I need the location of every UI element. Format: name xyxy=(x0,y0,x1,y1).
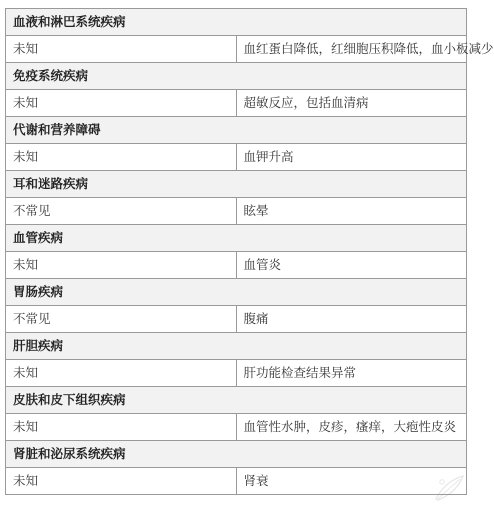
frequency-cell: 不常见 xyxy=(6,198,237,225)
table-row xyxy=(6,198,467,225)
frequency-cell: 未知 xyxy=(6,414,237,441)
category-name: 血管疾病 xyxy=(6,225,467,252)
category-row xyxy=(6,441,467,468)
category-name: 肾脏和泌尿系统疾病 xyxy=(6,441,467,468)
frequency-cell: 未知 xyxy=(6,90,237,117)
effect-cell: 血钾升高 xyxy=(236,144,467,171)
category-row xyxy=(6,117,467,144)
frequency-cell: 未知 xyxy=(6,252,237,279)
frequency-cell: 未知 xyxy=(6,36,237,63)
table-row xyxy=(6,36,467,63)
effect-cell: 腹痛 xyxy=(236,306,467,333)
adverse-reactions-table-container xyxy=(5,8,494,495)
category-name: 耳和迷路疾病 xyxy=(6,171,467,198)
effect-cell: 血管炎 xyxy=(236,252,467,279)
category-name: 胃肠疾病 xyxy=(6,279,467,306)
table-row xyxy=(6,414,467,441)
frequency-cell: 未知 xyxy=(6,144,237,171)
table-row xyxy=(6,144,467,171)
frequency-cell: 不常见 xyxy=(6,306,237,333)
category-row xyxy=(6,171,467,198)
adverse-reactions-table xyxy=(5,8,494,495)
category-row xyxy=(6,9,467,36)
category-row xyxy=(6,63,467,90)
category-row xyxy=(6,333,467,360)
category-row xyxy=(6,225,467,252)
effect-cell: 超敏反应，包括血清病 xyxy=(236,90,467,117)
effect-cell: 血管性水肿，皮疹，瘙痒，大疱性皮炎 xyxy=(236,414,467,441)
effect-cell: 肾衰 xyxy=(236,468,467,495)
frequency-cell: 未知 xyxy=(6,468,237,495)
table-row xyxy=(6,90,467,117)
table-row xyxy=(6,360,467,387)
frequency-cell: 未知 xyxy=(6,360,237,387)
category-name: 免疫系统疾病 xyxy=(6,63,467,90)
effect-cell: 眩晕 xyxy=(236,198,467,225)
table-row xyxy=(6,252,467,279)
effect-cell: 血红蛋白降低，红细胞压积降低，血小板减少 xyxy=(236,36,467,63)
effect-cell: 肝功能检查结果异常 xyxy=(236,360,467,387)
category-name: 血液和淋巴系统疾病 xyxy=(6,9,467,36)
table-row xyxy=(6,306,467,333)
category-row xyxy=(6,387,467,414)
table-row xyxy=(6,468,467,495)
category-name: 代谢和营养障碍 xyxy=(6,117,467,144)
category-name: 肝胆疾病 xyxy=(6,333,467,360)
category-row xyxy=(6,279,467,306)
category-name: 皮肤和皮下组织疾病 xyxy=(6,387,467,414)
